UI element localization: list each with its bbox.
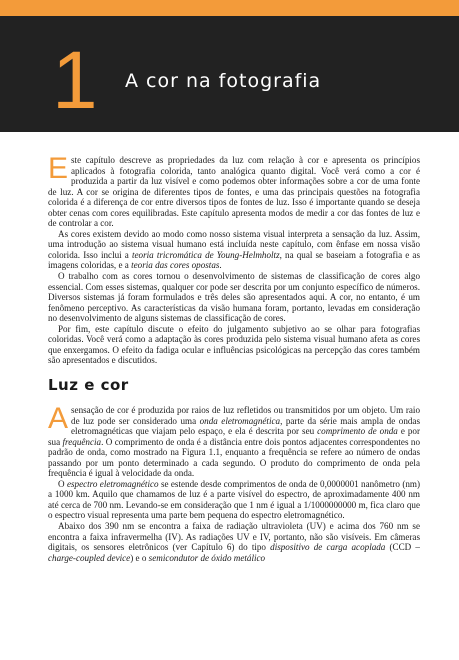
intro-paragraph-1: Este capítulo descreve as propriedades da luz com relação à cor e apresenta os princípios aplicados à fotografia colorida, tanto analógica quanto digital. Você verá como a cor é produzida a partir da luz visível e como podemos obter informações sobre a cor de uma fonte de luz. A cor se origina de diferentes tipos de fontes, e uma das principais questões na fotografia colorida é a diferença de cor entre diversos tipos de fontes de luz. Isso é importante quando se deseja obter cenas com cores equilibradas. Este capítulo apresenta modos de medir a cor das fontes de luz e de controlar a cor. <box>48 152 420 229</box>
chapter-title: A cor na fotografia <box>125 70 322 92</box>
section-heading: Luz e cor <box>48 376 129 394</box>
drop-cap: A <box>48 402 69 435</box>
intro-text <box>48 152 421 366</box>
section-paragraph-1: A sensação de cor é produzida por raios de luz refletidos ou transmitidos por um objeto. Um raio de luz pode ser considerado uma onda eletromagnética, parte da série mais ampla de ondas eletromagnéticas que viajam pelo espaço, e ela é descrita por seu comprimento de onda e por sua frequência. O comprimento de onda é a distância entre dois pontos adjacentes correspondentes no padrão de onda, como mostrado na Figura 1.1, enquanto a frequência se refere ao número de ondas passando por um ponto determinado a cada segundo. O produto do comprimento de onda pela frequência é igual à velocidade da onda. <box>48 402 420 479</box>
section-paragraph-2: O espectro eletromagnético se estende desde comprimentos de onda de 0,0000001 nanômetro (nm) a 1000 km. Aquilo que chamamos de luz é a parte visível do espectro, de aproximadamente 400 nm até cerca de 700 nm. Levando-se em consideração que 1 nm é igual a 1/1000000000 m, fica claro que o espectro visual representa uma parte bem pequena do espectro eletromagnético. <box>48 478 420 521</box>
section-paragraph-3: Abaixo dos 390 nm se encontra a faixa de radiação ultravioleta (UV) e acima dos 760 nm se encontra a faixa infravermelha (IV). As radiações UV e IV, portanto, não são visíveis. Em câmeras digitais, os sensores eletrônicos (ver Capítulo 6) do tipo dispositivo de carga acoplada (CCD – charge-coupled device) e o semicondutor de óxido metálico <box>48 521 420 563</box>
drop-cap: E <box>48 152 69 185</box>
intro-paragraph-3: O trabalho com as cores tornou o desenvolvimento de sistemas de classificação de cores algo essencial. Com esses sistemas, qualquer cor pode ser descrita por um conjunto específico de números. Diversos sistemas já foram formulados e três deles são apresentados aqui. A cor, no entanto, é um fenômeno perceptivo. As características da visão humana foram, portanto, levadas em consideração no desenvolvimento de alguns sistemas de classificação de cores. <box>48 271 420 324</box>
intro-paragraph-4: Por fim, este capítulo discute o efeito do julgamento subjetivo ao se olhar para fotografias coloridas. Você verá como a adaptação às cores produzida pelo sistema visual humano afeta as cores que enxergamos. O efeito da fadiga ocular e influências psicológicas na percepção das cores também são apresentados e discutidos. <box>48 323 420 366</box>
intro-paragraph-2: As cores existem devido ao modo como nosso sistema visual interpreta a sensação da luz. Assim, uma introdução ao sistema visual humano está incluída neste capítulo, com ênfase em nossa visão colorida. Isso inclui a teoria tricromática de Young-Helmholtz, na qual se baseiam a fotografia e as imagens coloridas, e a teoria das cores opostas. <box>48 228 421 271</box>
top-accent-stripe <box>0 0 459 16</box>
section-text <box>48 402 420 563</box>
chapter-number: 1 <box>52 35 98 126</box>
